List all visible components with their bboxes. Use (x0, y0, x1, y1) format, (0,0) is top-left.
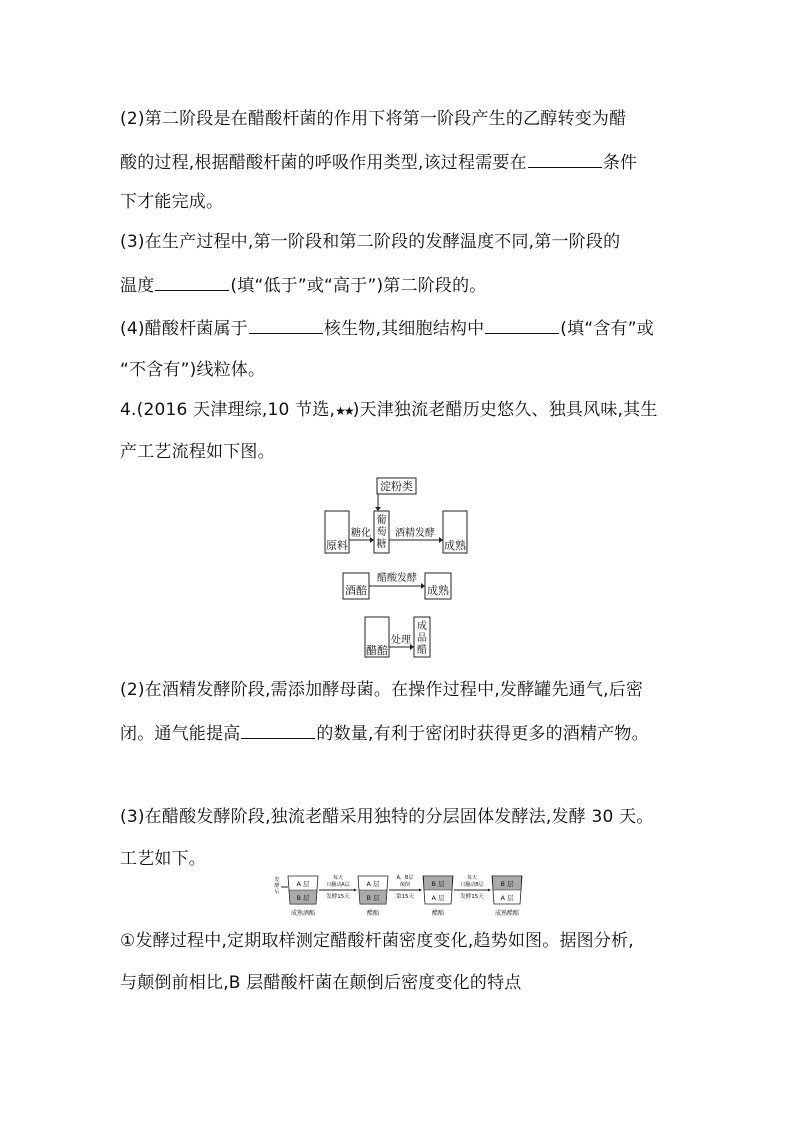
text-segment: (4)醋酸杆菌属于 (120, 319, 248, 339)
question4-line1 (120, 399, 658, 422)
left-label-char: 后 (274, 889, 280, 895)
arrow-head (421, 583, 425, 589)
q3-sub1-line2: 与颠倒前相比,B 层醋酸杆菌在颠倒后密度变化的特点 (120, 973, 522, 993)
difficulty-stars-icon: ★★ (335, 404, 353, 418)
q2-yeast-line2 (120, 722, 649, 745)
arrow1-bottom: 发酵15天 (326, 894, 350, 900)
vat1-bottom-label: B 层 (296, 894, 310, 902)
q4-bacteria-line2: “不含有”)线粒体。 (120, 360, 266, 380)
vat3-top-label: B 层 (431, 880, 445, 888)
glucose-char: 糖 (376, 539, 387, 550)
vat2-caption: 醋醅 (366, 910, 380, 917)
arrow2-top: A、B层 (396, 875, 414, 881)
starch-label: 淀粉类 (380, 480, 413, 493)
vat1-caption: 成熟酒醅 (290, 910, 316, 917)
text-segment: )天津独流老醋历史悠久、独具风味,其生 (352, 400, 658, 420)
arrow3-bottom: 发酵15天 (460, 894, 484, 900)
answer-blank[interactable] (528, 151, 602, 168)
vat2-top-label: A 层 (366, 880, 380, 888)
vinegar-mash-label: 醋醅 (366, 644, 388, 657)
glucose-char: 葡 (376, 515, 387, 526)
answer-blank[interactable] (485, 317, 559, 334)
arrow2-bottom: 第15天 (396, 894, 414, 900)
question4-line2: 产工艺流程如下图。 (120, 442, 275, 462)
arrow1-mid: 只翻动A层 (326, 882, 350, 888)
vat2-bottom-label: B 层 (366, 894, 380, 902)
q2-stage2-line2 (120, 151, 637, 174)
vat3-bottom-label: A 层 (431, 894, 445, 902)
wine-mash-label: 酒醅 (345, 584, 367, 597)
q2-stage2-line1: (2)第二阶段是在醋酸杆菌的作用下将第一阶段产生的乙醇转变为醋 (120, 109, 627, 129)
alcohol-ferment-label: 酒精发酵 (395, 528, 435, 539)
arrow3-mid: 只翻动B层 (460, 882, 484, 888)
vat1-top-label: A 层 (296, 880, 310, 888)
layer-fermentation-diagram (272, 872, 534, 920)
text-segment: 条件 (602, 153, 638, 173)
q3-sub1-line1: ①发酵过程中,定期取样测定醋酸杆菌密度变化,趋势如图。据图分析, (120, 931, 634, 951)
vat-4 (492, 876, 522, 917)
vat4-caption: 成熟醋醅 (494, 910, 520, 917)
answer-blank[interactable] (249, 317, 323, 334)
raw-label: 原料 (326, 539, 348, 552)
arrow-head (488, 889, 491, 892)
arrow-head (439, 537, 443, 543)
answer-blank[interactable] (241, 722, 315, 739)
text-segment: 酸的过程,根据醋酸杆菌的呼吸作用类型,该过程需要在 (120, 153, 527, 173)
q4-bacteria-line1 (120, 317, 654, 340)
vat3-caption: 醋醅 (431, 910, 445, 917)
mature2-label: 成熟 (427, 584, 449, 597)
mature1-label: 成熟 (444, 539, 466, 552)
vat-1 (288, 876, 318, 917)
q3-layer-line1: (3)在醋酸发酵阶段,独流老醋采用独特的分层固体发酵法,发酵 30 天。 (120, 807, 654, 827)
q2-yeast-line1: (2)在酒精发酵阶段,需添加酵母菌。在操作过程中,发酵罐先通气,后密 (120, 680, 644, 700)
text-segment: (填“低于”或“高于”)第二阶段的。 (230, 276, 487, 296)
arrow-head (375, 507, 381, 511)
text-segment: 的数量,有利于密闭时获得更多的酒精产物。 (316, 724, 649, 744)
vat-3 (423, 876, 453, 917)
text-segment: (填“含有”或 (560, 319, 654, 339)
vat-2 (358, 876, 388, 917)
text-segment: 闭。通气能提高 (120, 724, 241, 744)
text-segment: 温度 (120, 276, 155, 296)
process-flow-diagram (318, 476, 478, 661)
arrow3-top: 每天 (466, 875, 478, 881)
left-label-char: 酵 (274, 883, 280, 889)
q3-layer-line2: 工艺如下。 (120, 849, 206, 869)
arrow-head (354, 889, 357, 892)
product-char: 醋 (417, 645, 427, 656)
arrow1-top: 每天 (332, 875, 344, 881)
vat4-top-label: B 层 (500, 880, 514, 888)
q3-temp-line2 (120, 274, 487, 297)
text-segment: 核生物,其细胞结构中 (323, 319, 485, 339)
product-char: 成 (417, 621, 427, 632)
vat4-bottom-label: A 层 (500, 894, 514, 902)
q3-temp-line1: (3)在生产过程中,第一阶段和第二阶段的发酵温度不同,第一阶段的 (120, 232, 621, 252)
acetic-ferment-label: 醋酸发酵 (377, 573, 417, 584)
glucose-char: 萄 (376, 527, 387, 538)
q2-stage2-line3: 下才能完成。 (120, 192, 224, 212)
arrow-head (419, 889, 422, 892)
saccharify-label: 糖化 (351, 528, 371, 539)
answer-blank[interactable] (155, 274, 229, 291)
process-label: 处理 (391, 635, 411, 646)
product-char: 品 (417, 633, 427, 644)
left-label-char: 发 (274, 877, 280, 883)
text-segment: 4.(2016 天津理综,10 节选, (120, 400, 336, 420)
arrow2-mid: 颠倒 (399, 882, 411, 888)
